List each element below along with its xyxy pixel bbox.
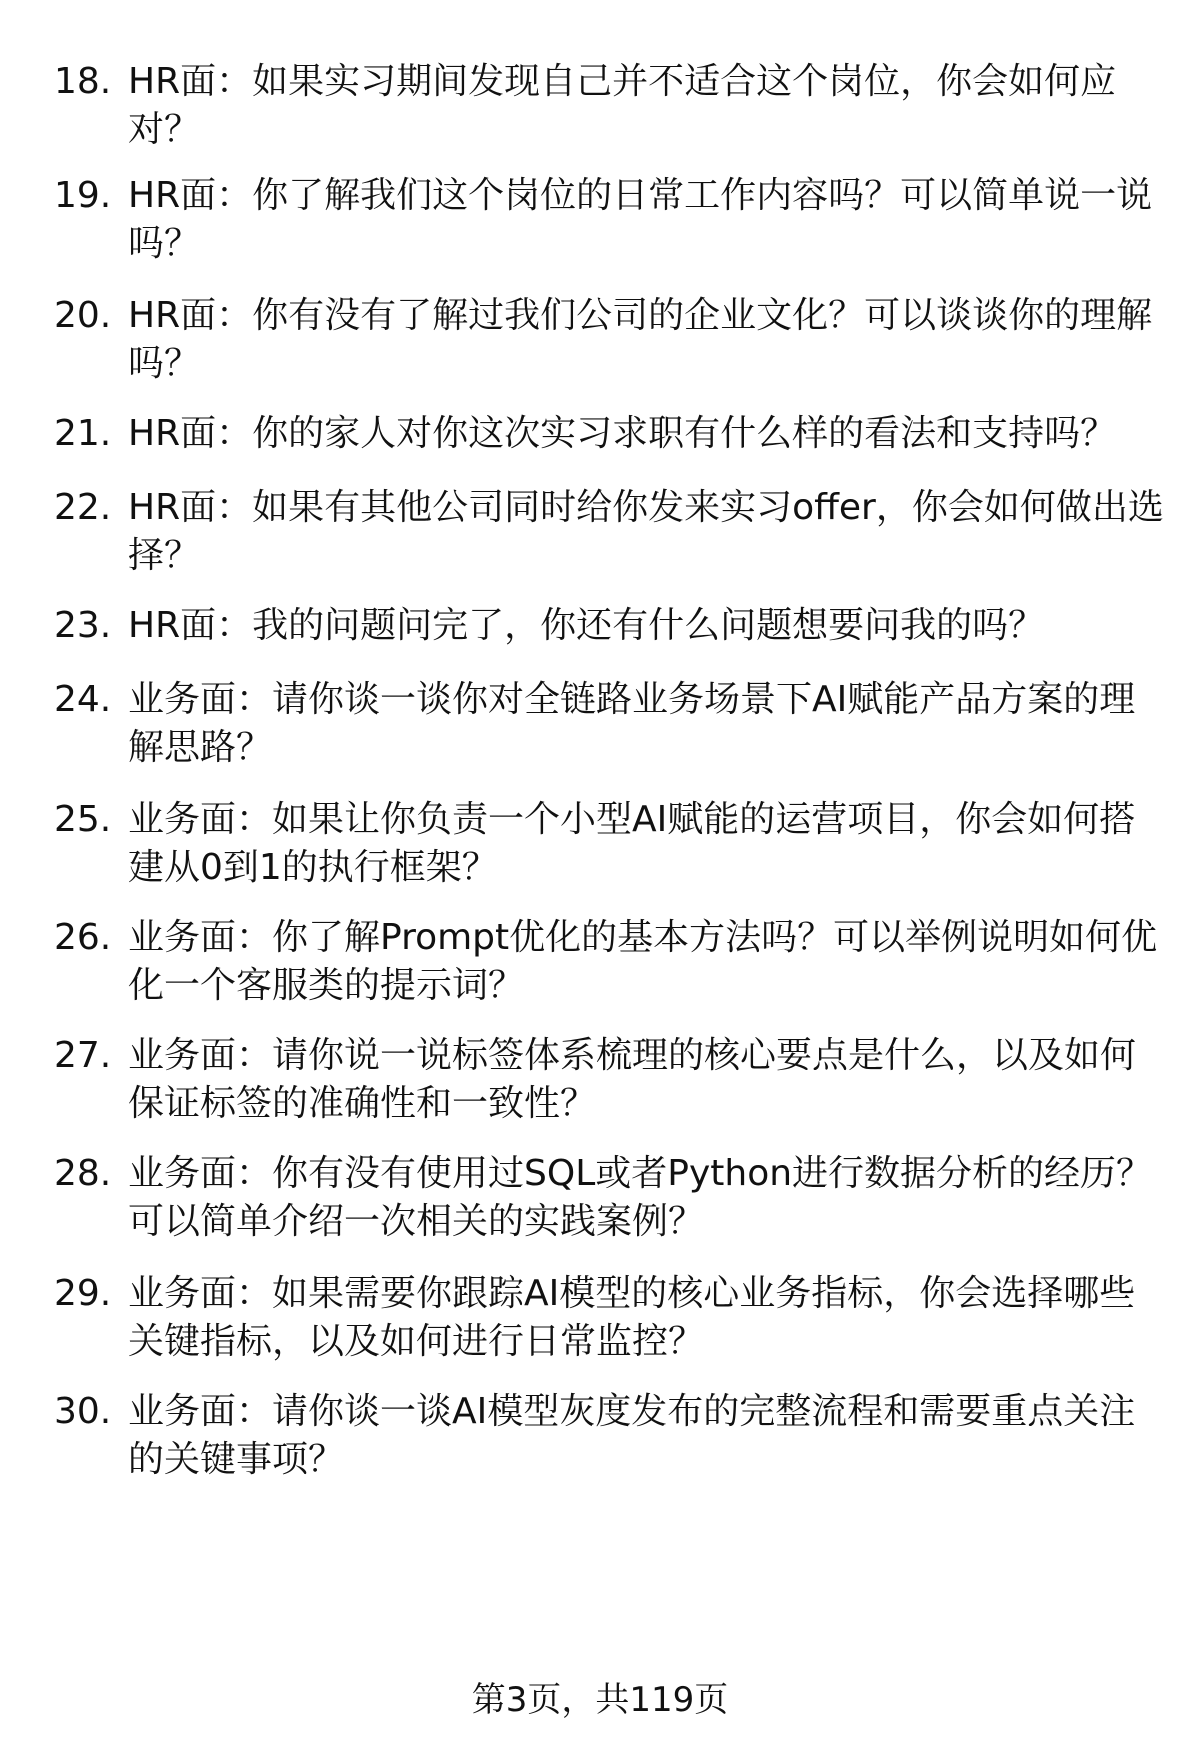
question-number: 19. — [54, 175, 112, 216]
question-text: 业务面：你有没有使用过SQL或者Python进行数据分析的经历？可以简单介绍一次相关的实践案例？ — [128, 1153, 1153, 1242]
question-text: HR面：我的问题问完了，你还有什么问题想要问我的吗？ — [128, 605, 1045, 646]
question-number: 25. — [54, 799, 112, 840]
question-number: 28. — [54, 1153, 112, 1194]
question-number: 30. — [54, 1391, 112, 1432]
question-text: HR面：你有没有了解过我们公司的企业文化？可以谈谈你的理解吗？ — [128, 295, 1153, 384]
question-text: 业务面：请你谈一谈AI模型灰度发布的完整流程和需要重点关注的关键事项？ — [128, 1391, 1136, 1480]
question-number: 29. — [54, 1273, 112, 1314]
question-text: HR面：你了解我们这个岗位的日常工作内容吗？可以简单说一说吗？ — [128, 175, 1153, 264]
question-number: 18. — [54, 61, 112, 102]
question-number: 20. — [54, 295, 112, 336]
question-number: 26. — [54, 917, 112, 958]
question-text: HR面：如果实习期间发现自己并不适合这个岗位，你会如何应对？ — [128, 61, 1117, 150]
question-text: HR面：你的家人对你这次实习求职有什么样的看法和支持吗？ — [128, 413, 1117, 454]
question-number: 22. — [54, 487, 112, 528]
page-footer: 第3页，共119页 — [471, 1680, 729, 1720]
question-text: 业务面：你了解Prompt优化的基本方法吗？可以举例说明如何优化一个客服类的提示词？ — [128, 917, 1158, 1006]
question-text: 业务面：请你说一说标签体系梳理的核心要点是什么，以及如何保证标签的准确性和一致性？ — [128, 1035, 1137, 1124]
question-number: 24. — [54, 679, 112, 720]
question-number: 27. — [54, 1035, 112, 1076]
question-number: 23. — [54, 605, 112, 646]
question-text: 业务面：如果需要你跟踪AI模型的核心业务指标，你会选择哪些关键指标，以及如何进行日常监控？ — [128, 1273, 1136, 1362]
question-text: HR面：如果有其他公司同时给你发来实习offer，你会如何做出选择？ — [128, 487, 1164, 576]
question-text: 业务面：请你谈一谈你对全链路业务场景下AI赋能产品方案的理解思路？ — [128, 679, 1136, 768]
question-number: 21. — [54, 413, 112, 454]
question-text: 业务面：如果让你负责一个小型AI赋能的运营项目，你会如何搭建从0到1的执行框架？ — [128, 799, 1136, 888]
